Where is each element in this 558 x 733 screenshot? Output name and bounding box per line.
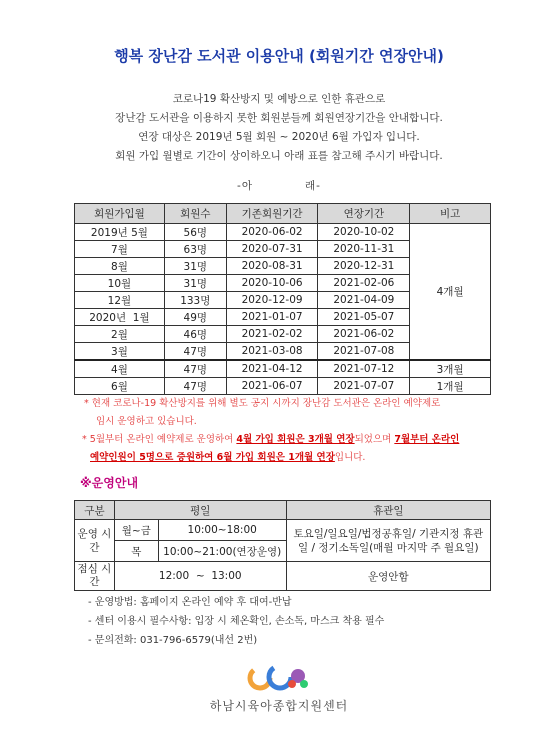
bullet-item: - 운영방법: 홈페이지 온라인 예약 후 대여-반납 (88, 597, 292, 608)
organization-name: 하남시육아종합지원센터 (209, 699, 349, 713)
row-label-operating-hours: 운영 시간 (75, 520, 115, 562)
cell-month: 2019년 5월 (75, 224, 165, 241)
cell-month: 6월 (75, 378, 165, 395)
cell-original: 2020-07-31 (226, 241, 318, 258)
cell-extension: 2020-11-31 (318, 241, 410, 258)
note-emphasis: 예약인원이 5명으로 증원하여 6월 가입 회원은 1개월 연장 (90, 452, 335, 463)
note-text: * 5월부터 온라인 예약제로 운영하여 (82, 434, 237, 445)
note-text: 되었으며 (354, 434, 395, 445)
cell-extension: 2021-07-07 (318, 378, 410, 395)
operations-table (74, 500, 491, 591)
cell-lunch-time: 12:00 ~ 13:00 (114, 562, 286, 591)
intro-line: 회원 가입 월별로 기간이 상이하오니 아래 표를 참고해 주시기 바랍니다. (115, 150, 443, 162)
col-header-original: 기존회원기간 (226, 204, 318, 224)
col-header-weekday: 평일 (114, 501, 286, 520)
table-row (75, 378, 491, 395)
cell-extension: 2020-10-02 (318, 224, 410, 241)
table-header-row (75, 204, 491, 224)
table-header-row (75, 501, 491, 520)
intro-text (0, 90, 558, 166)
cell-month: 2020년 1월 (75, 309, 165, 326)
note-line: 임시 운영하고 있습니다. (96, 416, 197, 427)
cell-count: 56명 (164, 224, 226, 241)
cell-month: 8월 (75, 258, 165, 275)
cell-mon-fri: 월~금 (114, 520, 158, 541)
col-header-extension: 연장기간 (318, 204, 410, 224)
row-label-lunch: 점심 시간 (75, 562, 115, 591)
intro-line: 장난감 도서관을 이용하지 못한 회원분들께 회원연장기간을 안내합니다. (115, 112, 443, 124)
cell-count: 31명 (164, 275, 226, 292)
note-line (82, 431, 504, 449)
cell-extension: 2021-07-08 (318, 343, 410, 361)
notice-notes (84, 395, 504, 467)
table-row (75, 520, 491, 541)
section-title-operations: ※운영안내 (80, 476, 139, 490)
cell-note-4months: 4개월 (410, 224, 491, 361)
cell-month: 12월 (75, 292, 165, 309)
cell-thu-time: 10:00~21:00(연장운영) (158, 541, 286, 562)
cell-original: 2020-08-31 (226, 258, 318, 275)
intro-line: 연장 대상은 2019년 5월 회원 ~ 2020년 6월 가입자 입니다. (138, 131, 420, 143)
cell-original: 2020-12-09 (226, 292, 318, 309)
cell-extension: 2021-06-02 (318, 326, 410, 343)
cell-original: 2021-01-07 (226, 309, 318, 326)
below-label: -아 래- (237, 180, 321, 192)
bullet-item: - 센터 이용시 필수사항: 입장 시 체온확인, 손소독, 마스크 착용 필수 (88, 616, 385, 627)
info-bullets (88, 593, 384, 650)
member-extension-table (74, 203, 491, 395)
col-header-note: 비고 (410, 204, 491, 224)
cell-count: 46명 (164, 326, 226, 343)
col-header-count: 회원수 (164, 204, 226, 224)
cell-extension: 2021-04-09 (318, 292, 410, 309)
table-row (75, 562, 491, 591)
cell-mon-fri-time: 10:00~18:00 (158, 520, 286, 541)
cell-extension: 2021-07-12 (318, 360, 410, 378)
center-logo (240, 664, 320, 696)
cell-note-3months: 3개월 (410, 360, 491, 378)
cell-original: 2021-04-12 (226, 360, 318, 378)
col-header-division: 구분 (75, 501, 115, 520)
cell-count: 47명 (164, 343, 226, 361)
cell-month: 2월 (75, 326, 165, 343)
cell-closed-days: 토요일/일요일/법정공휴일/ 기관지정 휴관일 / 정기소독일(매월 마지막 주 월요일) (286, 520, 490, 562)
col-header-month: 회원가입월 (75, 204, 165, 224)
cell-month: 10월 (75, 275, 165, 292)
cell-month: 4월 (75, 360, 165, 378)
note-emphasis: 4월 가입 회원은 3개월 연장 (236, 434, 355, 445)
note-line (84, 449, 504, 467)
cell-count: 31명 (164, 258, 226, 275)
cell-note-1month: 1개월 (410, 378, 491, 395)
cell-count: 47명 (164, 378, 226, 395)
cell-count: 63명 (164, 241, 226, 258)
intro-line: 코로나19 확산방지 및 예방으로 인한 휴관으로 (172, 93, 386, 105)
cell-extension: 2020-12-31 (318, 258, 410, 275)
cell-lunch-closed: 운영안함 (286, 562, 490, 591)
cell-month: 3월 (75, 343, 165, 361)
cell-count: 49명 (164, 309, 226, 326)
cell-original: 2021-02-02 (226, 326, 318, 343)
cell-original: 2020-06-02 (226, 224, 318, 241)
table-row (75, 360, 491, 378)
cell-count: 133명 (164, 292, 226, 309)
cell-thu: 목 (114, 541, 158, 562)
cell-original: 2021-03-08 (226, 343, 318, 361)
note-emphasis: 7월부터 온라인 (394, 434, 460, 445)
cell-original: 2021-06-07 (226, 378, 318, 395)
cell-original: 2020-10-06 (226, 275, 318, 292)
page-title: 행복 장난감 도서관 이용안내 (회원기간 연장안내) (114, 47, 444, 65)
table-row (75, 224, 491, 241)
cell-extension: 2021-05-07 (318, 309, 410, 326)
note-line: * 현재 코로나-19 확산방지를 위해 별도 공지 시까지 장난감 도서관은 온라인 예약제로 (84, 398, 441, 409)
cell-month: 7월 (75, 241, 165, 258)
cell-count: 47명 (164, 360, 226, 378)
cell-extension: 2021-02-06 (318, 275, 410, 292)
bullet-item: - 문의전화: 031-796-6579(내선 2번) (88, 635, 258, 646)
col-header-closed: 휴관일 (286, 501, 490, 520)
note-text: 입니다. (334, 452, 366, 463)
